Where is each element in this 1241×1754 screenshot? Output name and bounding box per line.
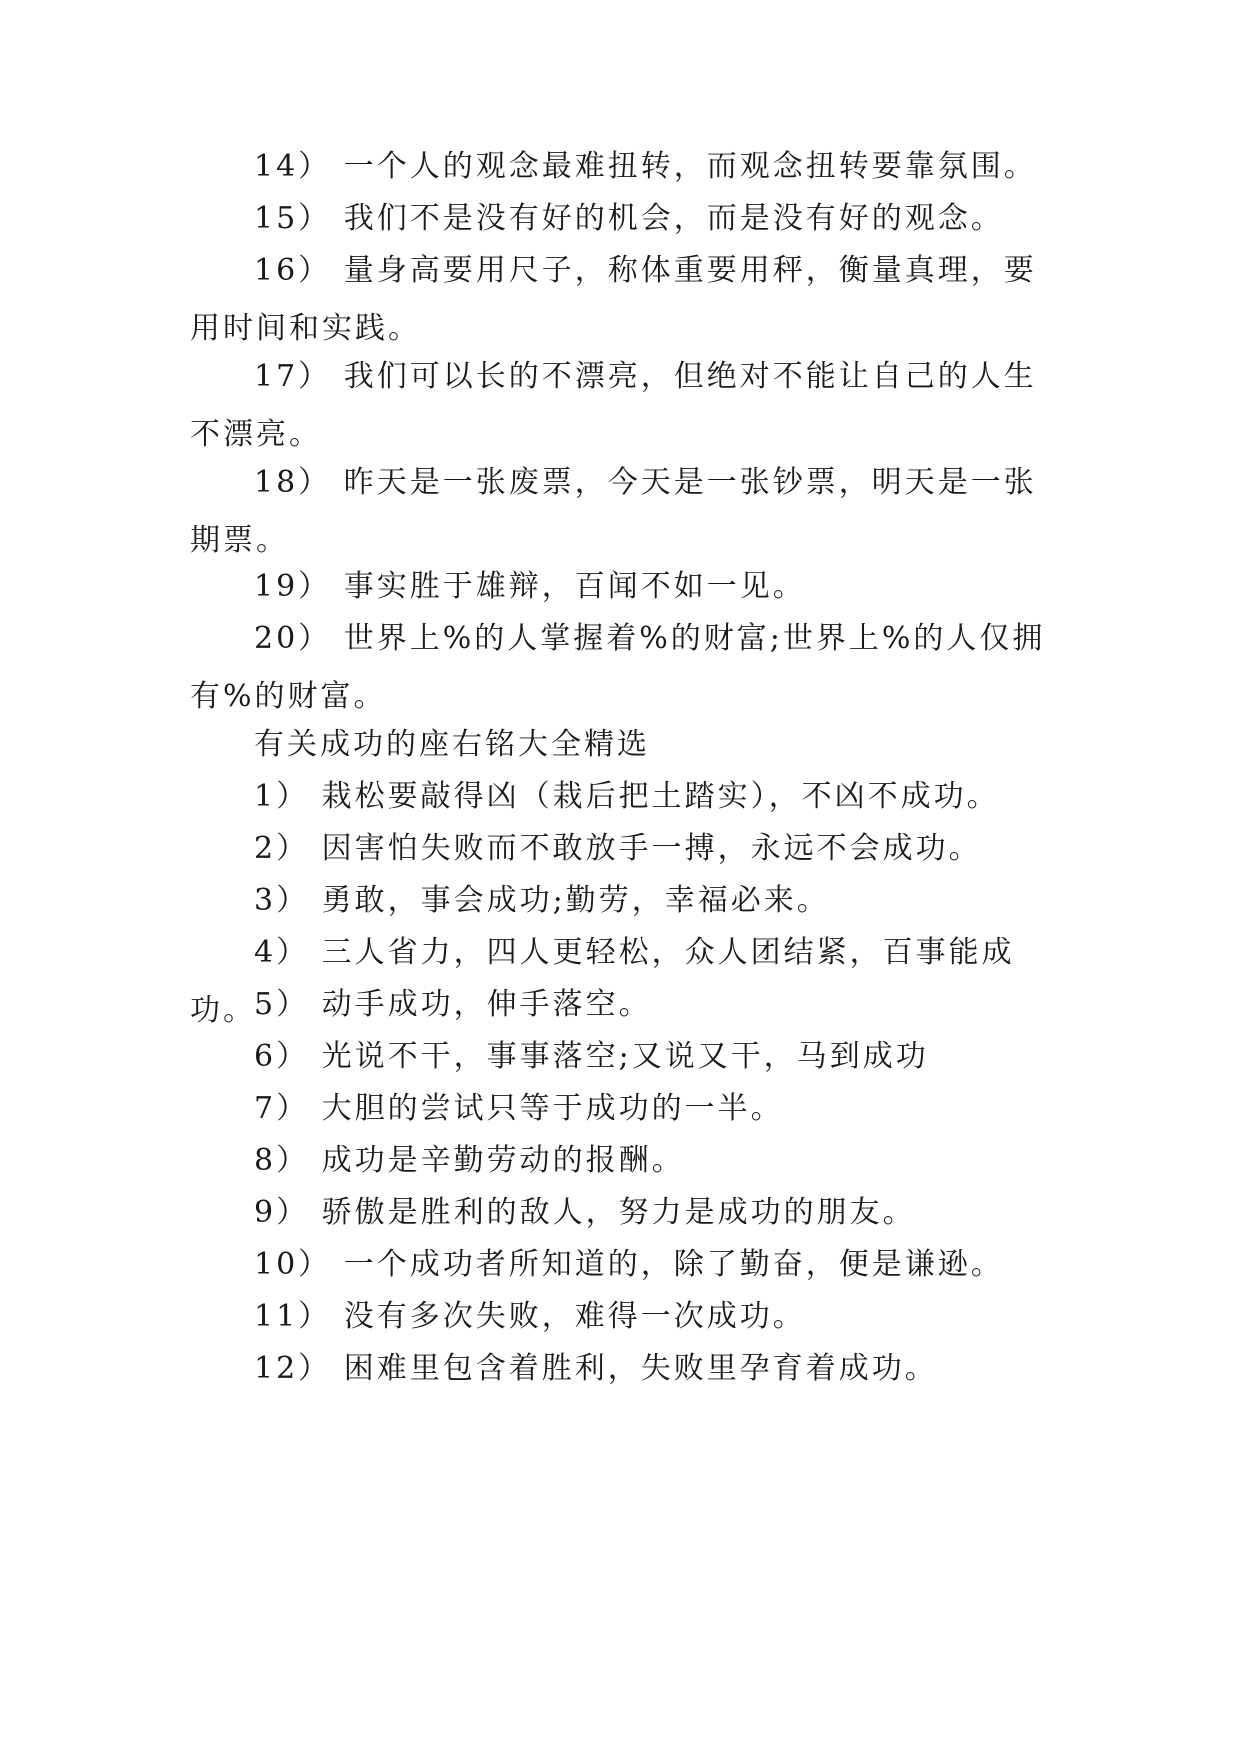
success-quote-9: 9） 骄傲是胜利的敌人，努力是成功的朋友。	[254, 1195, 916, 1230]
section-heading: 有关成功的座右铭大全精选	[254, 727, 650, 762]
success-quote-10: 10） 一个成功者所知道的，除了勤奋，便是谦逊。	[254, 1247, 1004, 1282]
success-quote-6: 6） 光说不干，事事落空;又说又干，马到成功	[254, 1039, 929, 1074]
success-quote-12: 12） 困难里包含着胜利，失败里孕育着成功。	[254, 1351, 938, 1386]
quote-line-20: 20） 世界上%的人掌握着%的财富;世界上%的人仅拥有%的财富。	[190, 621, 1046, 714]
quote-line-17: 17） 我们可以长的不漂亮，但绝对不能让自己的人生不漂亮。	[190, 359, 1037, 452]
quote-line-19: 19） 事实胜于雄辩，百闻不如一见。	[254, 569, 806, 604]
success-quote-3: 3） 勇敢，事会成功;勤劳，幸福必来。	[254, 883, 830, 918]
quote-line-15: 15） 我们不是没有好的机会，而是没有好的观念。	[254, 201, 1004, 236]
quote-line-14: 14） 一个人的观念最难扭转，而观念扭转要靠氛围。	[254, 149, 1037, 184]
success-quote-2: 2） 因害怕失败而不敢放手一搏，永远不会成功。	[254, 831, 982, 866]
success-quote-4: 4） 三人省力，四人更轻松，众人团结紧，百事能成功。	[190, 935, 1015, 1028]
success-quote-7: 7） 大胆的尝试只等于成功的一半。	[254, 1091, 784, 1126]
quote-line-18: 18） 昨天是一张废票，今天是一张钞票，明天是一张期票。	[190, 465, 1037, 558]
success-quote-8: 8） 成功是辛勤劳动的报酬。	[254, 1143, 685, 1178]
success-quote-1: 1） 栽松要敲得凶（栽后把土踏实），不凶不成功。	[254, 779, 1000, 814]
success-quote-5: 5） 动手成功，伸手落空。	[254, 987, 652, 1022]
success-quote-11: 11） 没有多次失败，难得一次成功。	[254, 1299, 806, 1334]
quote-line-16: 16） 量身高要用尺子，称体重要用秤，衡量真理，要用时间和实践。	[190, 253, 1037, 346]
